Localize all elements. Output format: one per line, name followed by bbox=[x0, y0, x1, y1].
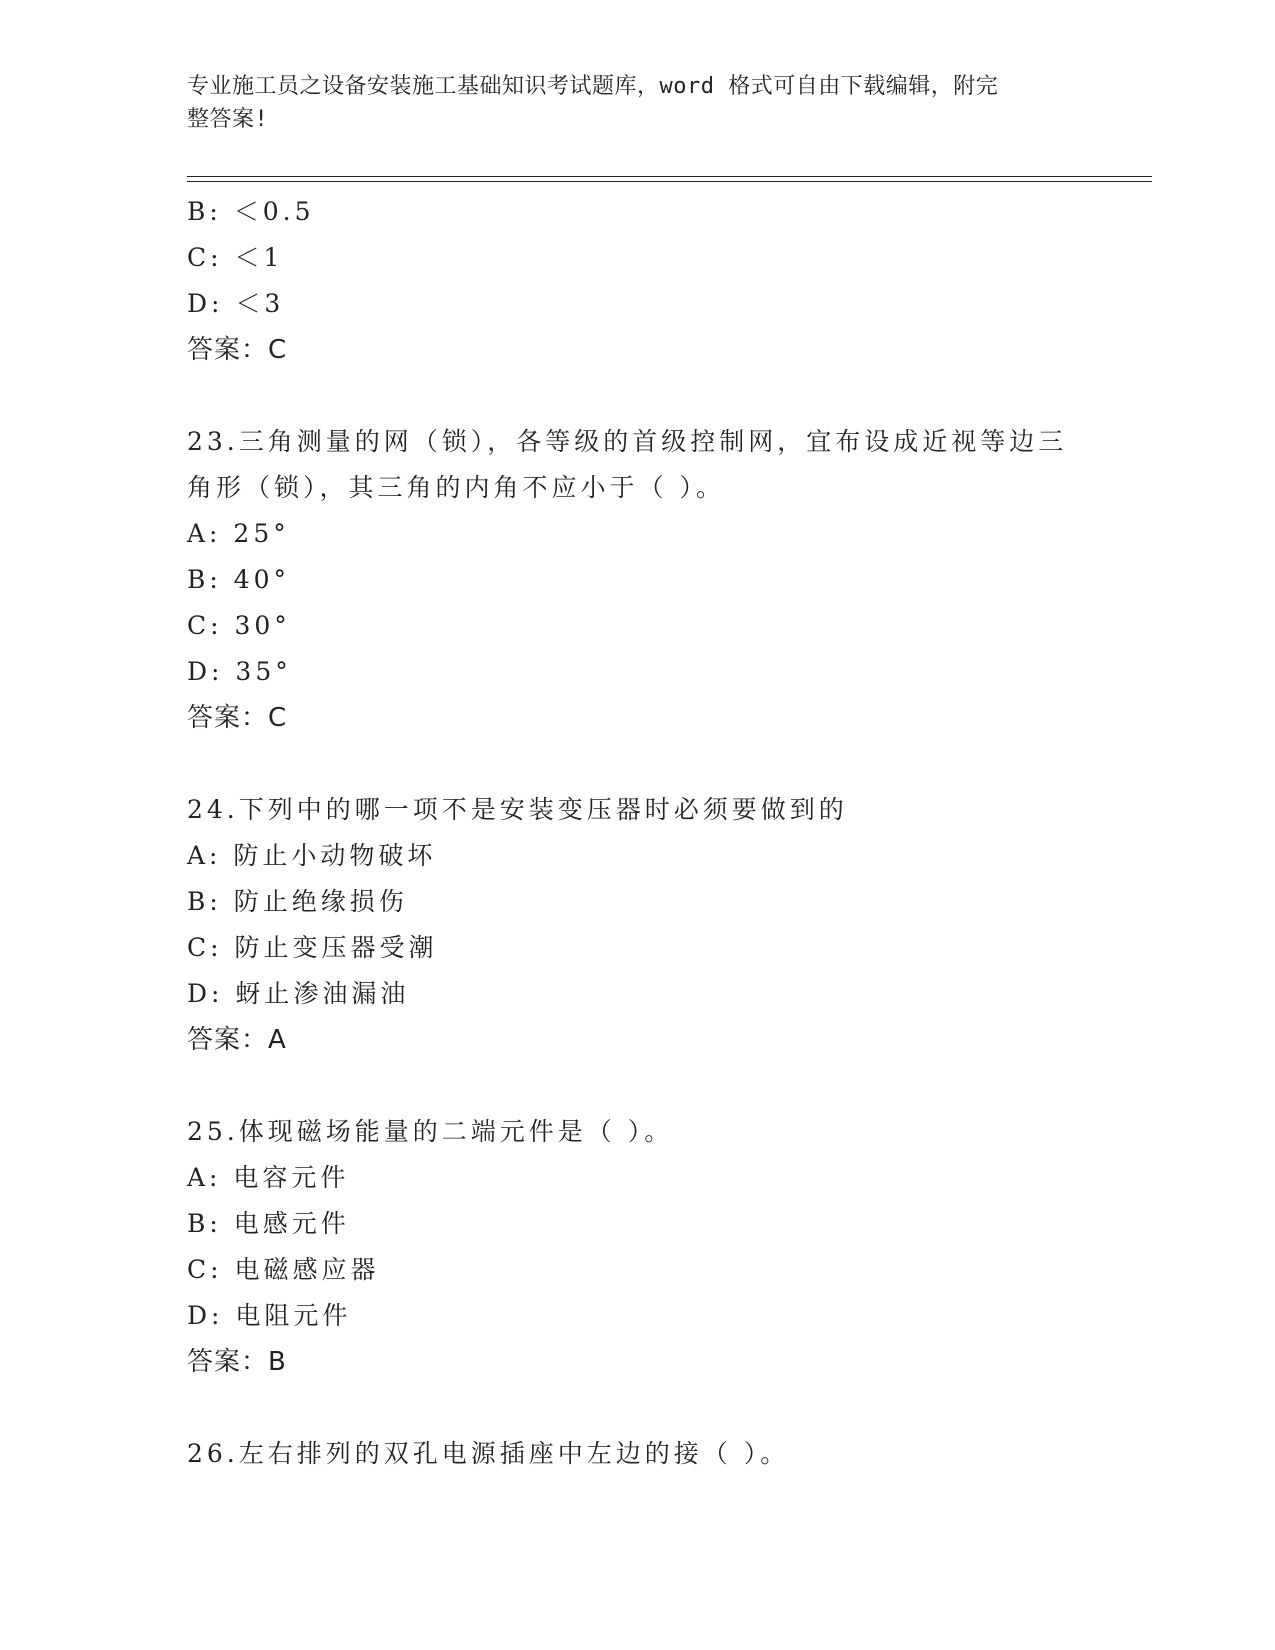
question-stem: 25.体现磁场能量的二端元件是（ ）。 bbox=[187, 1117, 674, 1146]
question-stem: 26.左右排列的双孔电源插座中左边的接（ ）。 bbox=[187, 1439, 790, 1468]
option-c: C: 30° bbox=[187, 611, 291, 640]
header-rule-bottom bbox=[187, 181, 1152, 182]
option-d: D: ＜3 bbox=[187, 289, 285, 318]
option-d: D: 电阻元件 bbox=[187, 1301, 352, 1330]
question-stem-line-1: 23.三角测量的网（锁），各等级的首级控制网，宜布设成近视等边三 bbox=[187, 427, 1068, 456]
option-a: A: 防止小动物破坏 bbox=[187, 841, 437, 870]
answer: 答案：B bbox=[187, 1347, 287, 1377]
option-a: A: 25° bbox=[187, 519, 290, 548]
header-line-2: 整答案! bbox=[187, 107, 269, 132]
option-b: B: 防止绝缘损伤 bbox=[187, 887, 408, 916]
spacer bbox=[187, 741, 1087, 787]
spacer bbox=[187, 373, 1087, 419]
question-stem bbox=[187, 419, 1087, 511]
question-stem-line-2: 角形（锁），其三角的内角不应小于（ ）。 bbox=[187, 473, 725, 502]
answer: 答案：C bbox=[187, 335, 288, 365]
document-header bbox=[187, 70, 1067, 136]
question-25 bbox=[187, 1109, 1087, 1385]
option-b: B: 40° bbox=[187, 565, 291, 594]
option-b: B: 电感元件 bbox=[187, 1209, 350, 1238]
option-a: A: 电容元件 bbox=[187, 1163, 350, 1192]
spacer bbox=[187, 1063, 1087, 1109]
option-c: C: 电磁感应器 bbox=[187, 1255, 380, 1284]
option-c: C: ＜1 bbox=[187, 243, 284, 272]
question-23 bbox=[187, 419, 1087, 741]
header-rule-top bbox=[187, 176, 1152, 177]
option-d: D: 35° bbox=[187, 657, 292, 686]
question-26 bbox=[187, 1431, 1087, 1477]
option-d: D: 蚜止渗油漏油 bbox=[187, 979, 410, 1008]
option-b: B: ＜0.5 bbox=[187, 197, 315, 226]
option-c: C: 防止变压器受潮 bbox=[187, 933, 438, 962]
question-22 bbox=[187, 189, 1087, 373]
question-24 bbox=[187, 787, 1087, 1063]
question-stem: 24.下列中的哪一项不是安装变压器时必须要做到的 bbox=[187, 795, 848, 824]
header-line-1: 专业施工员之设备安装施工基础知识考试题库，word 格式可自由下载编辑，附完 bbox=[187, 74, 999, 99]
answer: 答案：C bbox=[187, 703, 288, 733]
answer: 答案：A bbox=[187, 1025, 287, 1055]
question-list bbox=[187, 189, 1087, 1477]
spacer bbox=[187, 1385, 1087, 1431]
